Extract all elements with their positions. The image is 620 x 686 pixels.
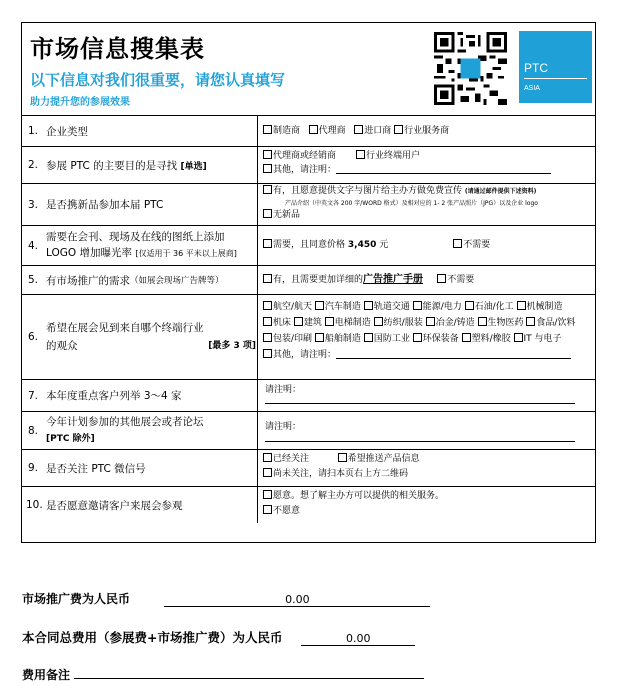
checkbox[interactable] (426, 317, 435, 326)
checkbox[interactable] (263, 468, 272, 477)
checkbox[interactable] (526, 317, 535, 326)
question-text: 有市场推广的需求 (46, 274, 130, 287)
form-header (22, 23, 595, 115)
row-company-type (22, 115, 595, 146)
industry-option-label: 轨道交通 (373, 302, 410, 312)
industry-option-label: 包装/印刷 (273, 334, 313, 344)
question-cell (22, 295, 258, 379)
answer-cell (259, 226, 595, 265)
question-number: 3. (28, 198, 39, 211)
marketing-fee-value[interactable]: 0.00 (164, 593, 430, 607)
question-text: 企业类型 (46, 125, 88, 138)
question-tag: [最多 3 项] (208, 341, 256, 351)
industry-option-label: 船舶制造 (324, 334, 361, 344)
industry-option-label: 航空/航天 (273, 302, 313, 312)
industry-option-label: 环保装备 (422, 334, 459, 344)
option-label: 不愿意 (273, 506, 301, 516)
checkbox[interactable] (263, 125, 272, 134)
question-cell (22, 450, 258, 486)
question-number: 9. (28, 462, 39, 474)
fee-note-line (22, 666, 424, 683)
logo-text-asia: ASIA (524, 85, 540, 92)
industry-option-label: 纺织/服装 (383, 318, 423, 328)
form-rows (22, 115, 595, 523)
checkbox[interactable] (263, 333, 272, 342)
checkbox[interactable] (465, 301, 474, 310)
price-value: 3,450 (347, 240, 377, 250)
question-text: 参展 PTC 的主要目的是寻找 (46, 159, 178, 172)
answer-input[interactable] (265, 397, 575, 404)
total-fee-value[interactable]: 0.00 (301, 632, 415, 646)
option-label: 代理商或经销商 (273, 151, 337, 161)
option-label: 不需要 (463, 240, 491, 250)
question-text: 需要在会刊、现场及在线的图纸上添加 (46, 231, 225, 243)
row-invite-customers (22, 486, 595, 523)
checkbox[interactable] (453, 239, 462, 248)
row-wechat (22, 449, 595, 486)
question-cell (22, 487, 258, 523)
checkbox[interactable] (514, 333, 523, 342)
answer-cell (259, 380, 595, 411)
option-label: 有，且需要更加详细的 (273, 275, 364, 285)
checkbox[interactable] (374, 317, 383, 326)
logo-divider (524, 78, 587, 79)
checkbox[interactable] (263, 317, 272, 326)
checkbox[interactable] (263, 185, 272, 194)
fee-note-input[interactable] (74, 666, 424, 679)
question-cell (22, 116, 258, 146)
industry-option-label: 食品/饮料 (536, 318, 576, 328)
checkbox[interactable] (263, 301, 272, 310)
total-fee-label: 本合同总费用（参展费+市场推广费）为人民币 (22, 630, 283, 645)
answer-cell (259, 450, 595, 486)
checkbox[interactable] (263, 505, 272, 514)
question-number: 4. (28, 239, 39, 252)
option-label: 已经关注 (273, 454, 310, 464)
question-text: 是否携新品参加本届 PTC (46, 199, 164, 211)
checkbox[interactable] (356, 150, 365, 159)
checkbox[interactable] (462, 333, 471, 342)
question-note: [仅适用于 36 平米以上展商] (135, 249, 237, 258)
row-main-purpose (22, 146, 595, 183)
ptc-asia-logo (519, 31, 592, 103)
row-key-customers (22, 379, 595, 411)
option-label: 需要，且同意价格 (273, 240, 346, 250)
industry-option-label: 汽车制造 (324, 302, 361, 312)
question-tag: [单选] (180, 161, 207, 172)
question-text: 希望在展会见到来自哪个终端行业 (46, 322, 204, 334)
answer-cell (259, 116, 595, 146)
industry-option-label: 石油/化工 (474, 302, 514, 312)
option-label: 有，且愿意提供文字与图片给主办方做免费宣传 (273, 186, 463, 196)
industry-option-label: IT 与电子 (523, 334, 562, 344)
answer-cell (259, 412, 595, 449)
question-number: 7. (28, 389, 39, 402)
question-cell (22, 147, 258, 183)
marketing-fee-line (22, 590, 430, 607)
checkbox[interactable] (263, 453, 272, 462)
checkbox[interactable] (263, 164, 272, 173)
answer-cell (259, 266, 595, 294)
row-other-exhibitions (22, 411, 595, 449)
form-subsubtitle: 助力提升您的参展效果 (30, 97, 130, 108)
industry-option-label: 冶金/铸造 (435, 318, 475, 328)
other-input[interactable] (336, 358, 571, 359)
option-label: 制造商 (273, 126, 301, 136)
option-label: 行业服务商 (404, 126, 450, 136)
industry-line (263, 315, 591, 331)
question-tag: [PTC 除外] (46, 433, 95, 444)
checkbox[interactable] (315, 333, 324, 342)
checkbox[interactable] (394, 125, 403, 134)
checkbox[interactable] (413, 301, 422, 310)
question-number: 10. (26, 499, 43, 511)
answer-cell (259, 487, 595, 523)
question-number: 1. (28, 125, 39, 137)
checkbox[interactable] (413, 333, 422, 342)
logo-text-ptc: PTC (524, 61, 548, 75)
question-cell (22, 184, 258, 225)
ad-manual-link[interactable]: 广告推广手册 (363, 274, 424, 285)
question-number: 5. (28, 274, 39, 286)
option-note: (请通过邮件提供下述资料) (464, 188, 537, 195)
industry-option-label: 机床 (273, 318, 292, 328)
checkbox[interactable] (263, 274, 272, 283)
industry-option-label: 建筑 (303, 318, 322, 328)
option-label: 不需要 (447, 275, 475, 285)
question-cell (22, 226, 258, 265)
industry-line (263, 299, 591, 315)
checkbox[interactable] (364, 301, 373, 310)
checkbox[interactable] (263, 490, 272, 499)
checkbox[interactable] (263, 150, 272, 159)
row-logo-exposure (22, 225, 595, 265)
marketing-fee-label: 市场推广费为人民币 (22, 592, 131, 606)
row-target-industry (22, 294, 595, 379)
answer-input[interactable] (265, 434, 575, 442)
form-title: 市场信息搜集表 (30, 35, 205, 63)
answer-label: 请注明： (265, 422, 302, 432)
option-label: 进口商 (364, 126, 392, 136)
answer-cell (259, 147, 595, 183)
industry-option-label: 电梯制造 (334, 318, 371, 328)
checkbox[interactable] (315, 301, 324, 310)
price-unit: 元 (379, 240, 389, 250)
checkbox[interactable] (263, 239, 272, 248)
checkbox[interactable] (437, 274, 446, 283)
option-description: 产品介绍（中英文各 200 字/WORD 格式）及相对应的 1- 2 张产品照片（JPG）以及企业 logo (285, 200, 538, 207)
industry-option-label: 能源/电力 (422, 302, 462, 312)
question-cell (22, 380, 258, 411)
market-info-form (21, 22, 596, 543)
question-text-line2: LOGO 增加曝光率 (46, 247, 132, 259)
qr-code-icon (434, 32, 507, 105)
question-note: （如展会现场广告牌等） (130, 276, 224, 286)
question-cell (22, 266, 258, 294)
checkbox[interactable] (263, 209, 272, 218)
other-input[interactable] (336, 173, 551, 174)
checkbox[interactable] (294, 317, 303, 326)
option-label: 行业终端用户 (366, 151, 421, 161)
form-subtitle: 以下信息对我们很重要，请您认真填写 (30, 71, 286, 89)
industry-option-label: 塑料/橡胶 (471, 334, 511, 344)
answer-label: 请注明： (265, 385, 302, 395)
checkbox[interactable] (478, 317, 487, 326)
option-label: 代理商 (318, 126, 346, 136)
question-text: 本年度重点客户列举 3～4 家 (46, 390, 182, 402)
question-text: 今年计划参加的其他展会或者论坛 (46, 415, 204, 428)
answer-cell (259, 184, 595, 225)
fee-note-label: 费用备注 (22, 668, 71, 682)
question-text-line2: 的观众 (46, 340, 78, 352)
checkbox[interactable] (354, 125, 363, 134)
option-label: 无新品 (273, 210, 301, 220)
option-label: 愿意。想了解主办方可以提供的相关服务。 (273, 491, 445, 501)
checkbox[interactable] (364, 333, 373, 342)
question-text: 是否愿意邀请客户来展会参观 (46, 499, 183, 512)
answer-cell (259, 295, 595, 379)
question-number: 8. (28, 424, 39, 437)
question-text: 是否关注 PTC 微信号 (46, 462, 146, 475)
other-label: 其他，请注明： (273, 350, 337, 360)
checkbox[interactable] (309, 125, 318, 134)
industry-option-label: 机械制造 (526, 302, 563, 312)
row-marketing-need (22, 265, 595, 294)
checkbox[interactable] (338, 453, 347, 462)
question-cell (22, 412, 258, 449)
industry-line (263, 331, 591, 347)
checkbox[interactable] (325, 317, 334, 326)
option-label: 尚未关注，请扫本页右上方二维码 (273, 469, 409, 479)
question-number: 2. (28, 159, 39, 171)
other-label: 其他，请注明： (273, 165, 337, 175)
checkbox[interactable] (263, 349, 272, 358)
row-new-product (22, 183, 595, 225)
industry-option-label: 生物医药 (487, 318, 524, 328)
option-label: 希望推送产品信息 (347, 454, 420, 464)
total-fee-line (22, 628, 415, 646)
industry-option-label: 国防工业 (373, 334, 410, 344)
checkbox[interactable] (517, 301, 526, 310)
question-number: 6. (28, 331, 39, 343)
